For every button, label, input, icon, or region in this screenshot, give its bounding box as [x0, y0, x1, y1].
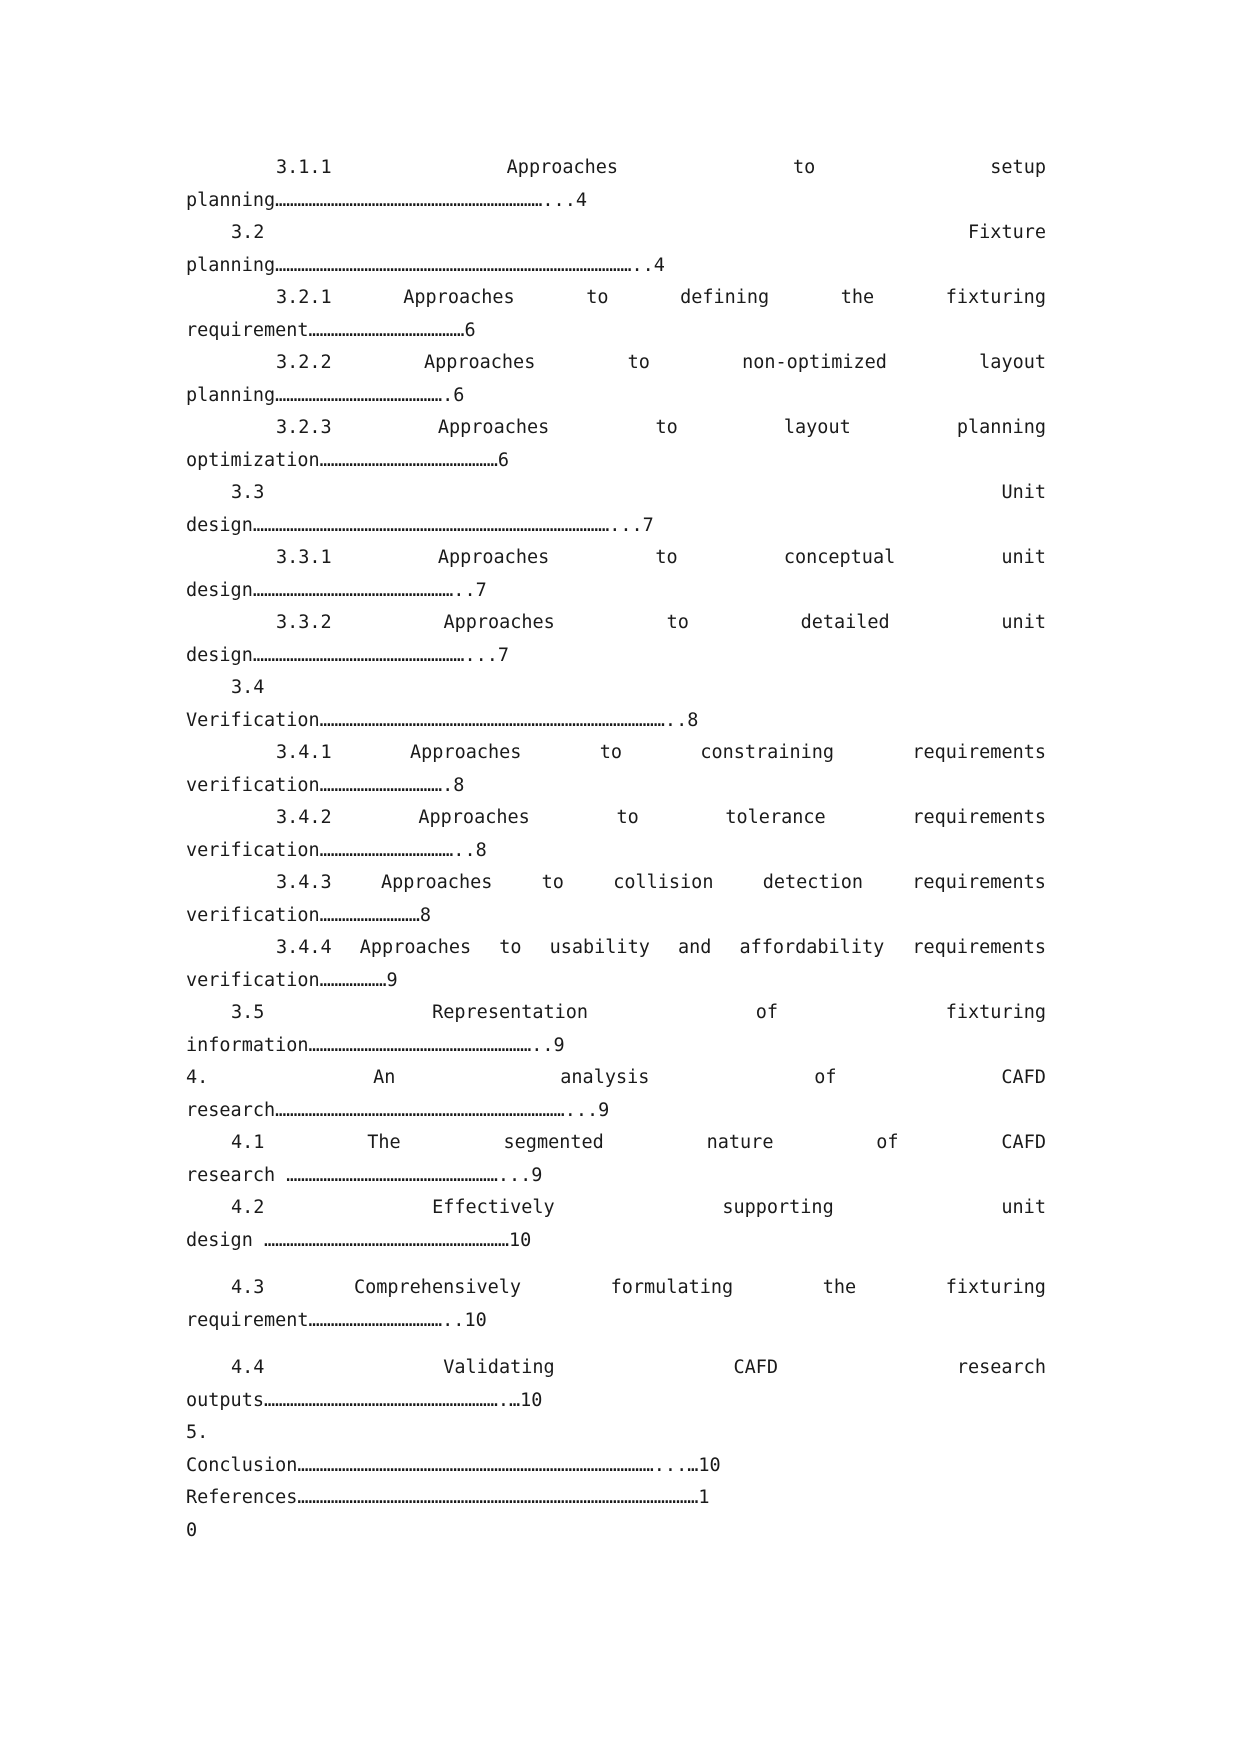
toc-entry-word: 3.2: [231, 222, 265, 243]
toc-entry-word: tolerance: [725, 807, 826, 828]
toc-entry-word: planning: [956, 417, 1046, 438]
toc-entry: [186, 1482, 1046, 1547]
toc-entry-word: 5.: [186, 1422, 209, 1443]
toc-entry-continuation: planning……………………………………………………………………………………..4: [186, 254, 665, 276]
toc-entry-word: of: [755, 1002, 779, 1023]
toc-entry-continuation: design …………………………………………………………10: [186, 1229, 532, 1251]
toc-entry-word: setup: [990, 157, 1046, 178]
toc-entry-word: Approaches: [403, 287, 515, 308]
toc-entry: [186, 737, 1046, 802]
toc-entry-word: to: [586, 287, 609, 308]
toc-entry-word: 4.1: [231, 1132, 265, 1153]
toc-entry-word: detailed: [800, 612, 890, 633]
toc-entry-continuation: planning……………………………………….6: [186, 384, 465, 406]
toc-entry-word: 4.: [186, 1067, 209, 1088]
toc-entry-continuation: verification………………9: [186, 969, 398, 991]
toc-entry-continuation: outputs……………………………………………………….…10: [186, 1389, 543, 1411]
toc-entry-word: nature: [706, 1132, 774, 1153]
toc-entry-word: fixturing: [945, 287, 1046, 308]
toc-entry-continuation: optimization…………………………………………6: [186, 449, 510, 471]
toc-entry-word: layout: [783, 417, 851, 438]
toc-entry-word: requirements: [912, 872, 1046, 893]
toc-entry: [186, 477, 1046, 542]
toc-entry-continuation: verification………………………………..8: [186, 839, 487, 861]
toc-entry: [186, 997, 1046, 1062]
toc-entry-word: unit: [1001, 1197, 1046, 1218]
toc-entry-continuation: verification………………………8: [186, 904, 432, 926]
toc-entry-word: Approaches: [423, 352, 536, 373]
toc-entry-word: CAFD: [1001, 1067, 1046, 1088]
toc-entry: [186, 282, 1046, 347]
toc-entry: [186, 347, 1046, 412]
toc-entry-heading: [186, 282, 1046, 315]
toc-entry-word: Approaches: [380, 872, 493, 893]
toc-entry-word: 3.4.3: [276, 872, 332, 893]
toc-entry-word: the: [822, 1277, 857, 1298]
toc-entry-heading: [186, 867, 1046, 900]
toc-entry-continuation: 0: [186, 1519, 198, 1541]
toc-entry-heading: [186, 1482, 1046, 1515]
toc-entry-word: 3.5: [231, 1002, 265, 1023]
toc-entry-continuation: planning………………………………………………………………...4: [186, 189, 587, 211]
toc-entry-heading: [186, 607, 1046, 640]
toc-entry-word: analysis: [560, 1067, 650, 1088]
toc-entry: [186, 672, 1046, 737]
toc-entry-word: defining: [680, 287, 770, 308]
toc-entry-word: 3.3.2: [276, 612, 332, 633]
toc-entry-word: usability: [549, 937, 650, 958]
toc-entry-word: and: [677, 937, 712, 958]
toc-entry-heading: [186, 997, 1046, 1030]
toc-entry-word: to: [541, 872, 564, 893]
toc-entry-heading: [186, 1192, 1046, 1225]
table-of-contents: [186, 152, 1046, 1547]
toc-entry-word: The: [367, 1132, 401, 1153]
toc-entry: [186, 152, 1046, 217]
toc-entry: [186, 1272, 1046, 1337]
toc-entry-word: supporting: [722, 1197, 834, 1218]
toc-entry-word: to: [599, 742, 623, 763]
toc-entry-word: 4.3: [231, 1277, 265, 1298]
toc-entry-word: affordability: [739, 937, 885, 958]
toc-entry-word: CAFD: [1001, 1132, 1046, 1153]
toc-entry-heading: [186, 1417, 1046, 1450]
toc-entry-word: References………………………………………………………………………………………………1: [186, 1487, 710, 1508]
toc-entry-word: to: [616, 807, 639, 828]
toc-entry: [186, 867, 1046, 932]
toc-entry-heading: [186, 1352, 1046, 1385]
toc-entry-word: Comprehensively: [353, 1277, 522, 1298]
toc-entry-word: layout: [979, 352, 1046, 373]
toc-entry: [186, 1417, 1046, 1482]
toc-entry-continuation: Conclusion……………………………………………………………………………………...…10: [186, 1454, 721, 1476]
toc-entry-word: Approaches: [418, 807, 530, 828]
toc-entry-word: unit: [1001, 547, 1046, 568]
toc-entry-continuation: requirement……………………………………6: [186, 319, 476, 341]
toc-entry-word: 3.2.3: [276, 417, 332, 438]
toc-entry-word: Approaches: [437, 547, 550, 568]
toc-entry-heading: [186, 347, 1046, 380]
toc-entry: [186, 1352, 1046, 1417]
toc-entry-continuation: research……………………………………………………………………...9: [186, 1099, 610, 1121]
toc-entry-continuation: research …………………………………………………...9: [186, 1164, 543, 1186]
toc-entry-word: 3.1.1: [276, 157, 332, 178]
toc-entry-word: constraining: [700, 742, 835, 763]
toc-entry-word: 3.3: [231, 482, 265, 503]
toc-entry-word: segmented: [503, 1132, 604, 1153]
toc-entry: [186, 1127, 1046, 1192]
toc-entry-word: conceptual: [783, 547, 896, 568]
toc-entry-heading: [186, 932, 1046, 965]
toc-entry-word: fixturing: [945, 1277, 1046, 1298]
toc-entry: [186, 542, 1046, 607]
toc-entry-word: An: [373, 1067, 396, 1088]
toc-entry-word: collision: [613, 872, 714, 893]
toc-entry-continuation: information……………………………………………………..9: [186, 1034, 565, 1056]
toc-entry-word: research: [956, 1357, 1046, 1378]
toc-entry-word: Validating: [443, 1357, 555, 1378]
toc-entry-word: to: [793, 157, 816, 178]
toc-entry-word: formulating: [610, 1277, 734, 1298]
toc-entry-heading: [186, 477, 1046, 510]
toc-entry: [186, 1062, 1046, 1127]
toc-entry-word: non-optimized: [742, 352, 887, 373]
toc-entry-continuation: design……………………………………………………………………………………...7: [186, 514, 654, 536]
toc-entry-word: 3.2.2: [276, 352, 332, 373]
toc-entry-heading: [186, 737, 1046, 770]
toc-entry-continuation: Verification…………………………………………………………………………………..8: [186, 709, 699, 731]
toc-entry-heading: [186, 1127, 1046, 1160]
toc-entry-continuation: design………………………………………………..7: [186, 579, 487, 601]
toc-entry-heading: [186, 1272, 1046, 1305]
toc-entry-word: to: [655, 547, 678, 568]
toc-entry-word: unit: [1001, 612, 1046, 633]
toc-entry-word: 4.4: [231, 1357, 265, 1378]
toc-entry: [186, 1192, 1046, 1257]
toc-entry-heading: [186, 152, 1046, 185]
toc-entry-word: Representation: [432, 1002, 589, 1023]
toc-entry: [186, 607, 1046, 672]
toc-entry-word: to: [666, 612, 689, 633]
toc-entry-word: Unit: [1001, 482, 1046, 503]
toc-entry-word: Fixture: [968, 222, 1046, 243]
toc-entry-word: 3.4.2: [276, 807, 332, 828]
toc-entry-continuation: requirement………………………………..10: [186, 1309, 487, 1331]
toc-entry-heading: [186, 1062, 1046, 1095]
toc-entry-heading: [186, 802, 1046, 835]
toc-entry-heading: [186, 217, 1046, 250]
toc-entry-word: to: [627, 352, 650, 373]
toc-entry-word: Approaches: [443, 612, 555, 633]
toc-entry-word: 4.2: [231, 1197, 265, 1218]
toc-entry-word: CAFD: [733, 1357, 779, 1378]
toc-entry-word: to: [499, 937, 522, 958]
toc-entry-word: 3.4.4: [276, 937, 332, 958]
toc-entry-continuation: verification…………………………….8: [186, 774, 465, 796]
toc-entry-word: of: [814, 1067, 837, 1088]
toc-entry-word: 3.3.1: [276, 547, 332, 568]
toc-entry-word: 3.4: [231, 677, 265, 698]
toc-entry-word: Approaches: [410, 742, 522, 763]
toc-entry-word: Approaches: [506, 157, 619, 178]
toc-entry-heading: [186, 672, 1046, 705]
toc-entry-word: requirements: [912, 742, 1046, 763]
toc-entry-word: Approaches: [359, 937, 472, 958]
toc-entry-heading: [186, 412, 1046, 445]
toc-entry-word: the: [840, 287, 875, 308]
toc-entry-word: to: [655, 417, 678, 438]
toc-entry: [186, 802, 1046, 867]
toc-entry-continuation: design…………………………………………………...7: [186, 644, 510, 666]
toc-entry-word: requirements: [912, 807, 1046, 828]
toc-entry-word: 3.2.1: [276, 287, 332, 308]
toc-entry-word: requirements: [912, 937, 1046, 958]
toc-entry-word: detection: [762, 872, 863, 893]
toc-entry: [186, 217, 1046, 282]
toc-entry-heading: [186, 542, 1046, 575]
toc-entry-word: 3.4.1: [276, 742, 332, 763]
toc-entry: [186, 412, 1046, 477]
toc-entry-word: Effectively: [432, 1197, 555, 1218]
toc-entry-word: Approaches: [437, 417, 550, 438]
toc-entry: [186, 932, 1046, 997]
toc-entry-word: fixturing: [945, 1002, 1046, 1023]
toc-entry-word: of: [876, 1132, 899, 1153]
